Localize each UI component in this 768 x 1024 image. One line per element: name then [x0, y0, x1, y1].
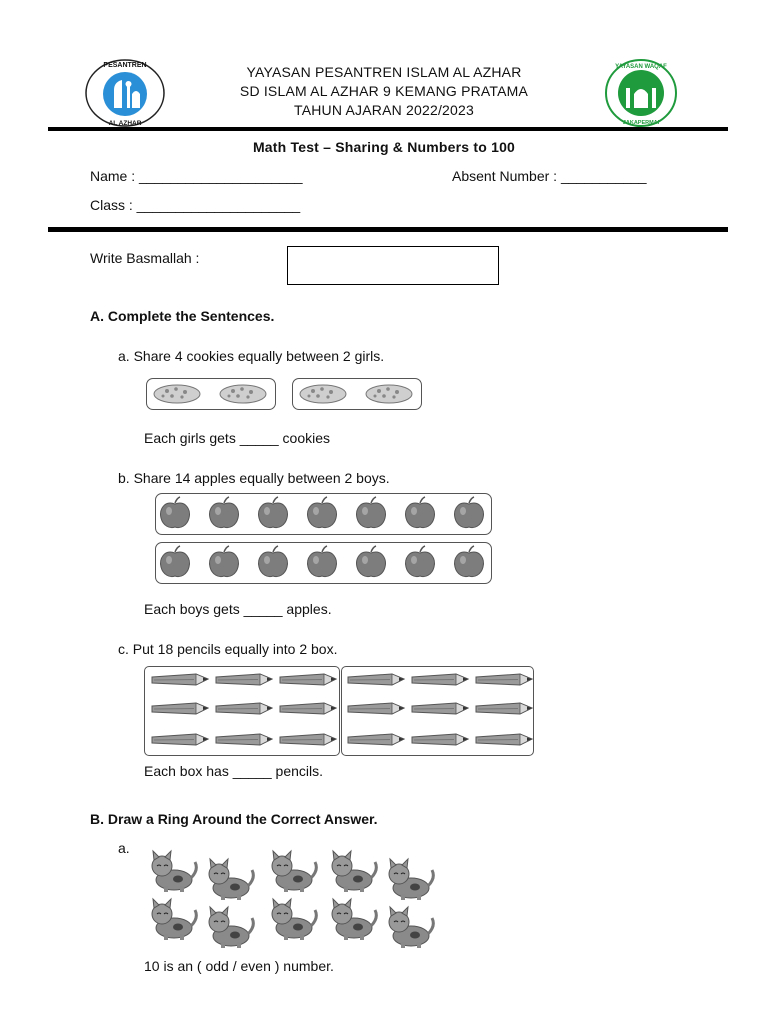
- apple-icon: [207, 496, 241, 530]
- basmallah-answer-box[interactable]: [287, 246, 499, 285]
- pencil-icon: [410, 673, 470, 687]
- apple-icon: [256, 496, 290, 530]
- school-foundation-name: YAYASAN PESANTREN ISLAM AL AZHAR: [246, 64, 522, 80]
- question-b-a-label: a.: [118, 840, 130, 856]
- cookie-icon: [298, 382, 348, 404]
- cat-icon: [205, 904, 257, 950]
- pencil-icon: [474, 702, 534, 716]
- pencil-icon: [346, 673, 406, 687]
- absent-number-field[interactable]: Absent Number : ___________: [452, 168, 647, 184]
- pencil-icon: [278, 733, 338, 747]
- school-name: SD ISLAM AL AZHAR 9 KEMANG PRATAMA: [239, 83, 529, 99]
- cat-icon: [205, 856, 257, 902]
- section-a-title: A. Complete the Sentences.: [90, 308, 275, 324]
- cat-icon: [148, 896, 200, 942]
- pencil-icon: [150, 702, 210, 716]
- cookie-icon: [364, 382, 414, 404]
- pencil-icon: [150, 673, 210, 687]
- apple-icon: [305, 545, 339, 579]
- pencil-icon: [214, 673, 274, 687]
- apple-icon: [207, 545, 241, 579]
- cat-icon: [385, 904, 437, 950]
- cat-icon: [328, 848, 380, 894]
- apple-icon: [452, 496, 486, 530]
- cat-icon: [268, 848, 320, 894]
- answer-a-text[interactable]: Each girls gets _____ cookies: [144, 430, 330, 446]
- apple-icon: [158, 545, 192, 579]
- apple-icon: [452, 545, 486, 579]
- basmallah-label: Write Basmallah :: [90, 250, 200, 266]
- pencil-icon: [346, 733, 406, 747]
- cat-icon: [328, 896, 380, 942]
- apple-icon: [305, 496, 339, 530]
- class-field[interactable]: Class : _____________________: [90, 197, 301, 213]
- cat-icon: [268, 896, 320, 942]
- svg-text:AL AZHAR: AL AZHAR: [108, 120, 142, 127]
- pencil-icon: [410, 702, 470, 716]
- question-c-text: c. Put 18 pencils equally into 2 box.: [118, 641, 338, 657]
- apple-icon: [354, 496, 388, 530]
- section-b-title: B. Draw a Ring Around the Correct Answer.: [90, 811, 378, 827]
- answer-b-a-text[interactable]: 10 is an ( odd / even ) number.: [144, 958, 334, 974]
- test-title: Math Test – Sharing & Numbers to 100: [252, 139, 516, 155]
- cat-icon: [148, 848, 200, 894]
- pencil-icon: [150, 733, 210, 747]
- pencil-icon: [474, 673, 534, 687]
- pencil-icon: [346, 702, 406, 716]
- apple-icon: [403, 545, 437, 579]
- cookie-icon: [218, 382, 268, 404]
- pencil-icon: [278, 702, 338, 716]
- pencil-icon: [474, 733, 534, 747]
- academic-year: TAHUN AJARAN 2022/2023: [293, 102, 474, 118]
- apple-icon: [403, 496, 437, 530]
- svg-text:YAYASAN WAQAF: YAYASAN WAQAF: [615, 64, 667, 70]
- question-a-text: a. Share 4 cookies equally between 2 girls.: [118, 348, 385, 364]
- pencil-icon: [278, 673, 338, 687]
- header-divider: [48, 127, 728, 131]
- pencil-icon: [214, 702, 274, 716]
- svg-text:PESANTREN: PESANTREN: [103, 62, 147, 69]
- pencil-icon: [214, 733, 274, 747]
- cookie-icon: [152, 382, 202, 404]
- apple-icon: [354, 545, 388, 579]
- pencil-icon: [410, 733, 470, 747]
- info-divider: [48, 227, 728, 232]
- apple-icon: [256, 545, 290, 579]
- answer-b-text[interactable]: Each boys gets _____ apples.: [144, 601, 332, 617]
- apple-icon: [158, 496, 192, 530]
- cat-icon: [385, 856, 437, 902]
- svg-text:JAKAPERMAI: JAKAPERMAI: [622, 120, 660, 126]
- answer-c-text[interactable]: Each box has _____ pencils.: [144, 763, 324, 779]
- name-field[interactable]: Name : _____________________: [90, 168, 303, 184]
- question-b-text: b. Share 14 apples equally between 2 boys.: [118, 470, 390, 486]
